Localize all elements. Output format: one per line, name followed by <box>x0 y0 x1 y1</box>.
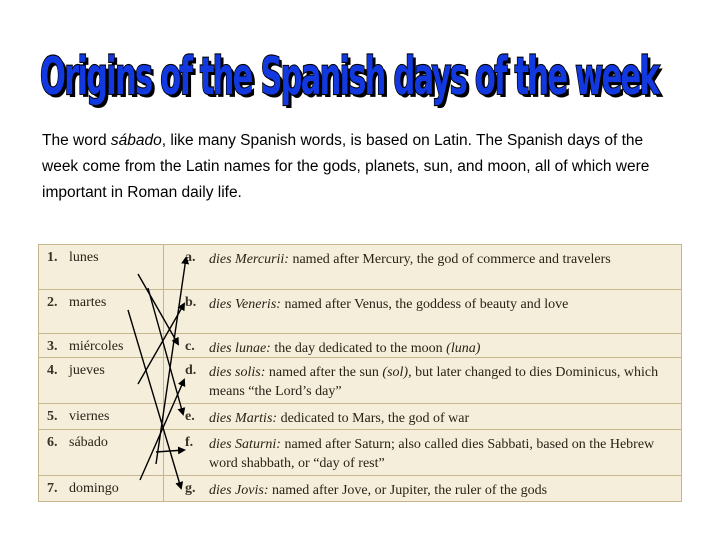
definition-letter: e. <box>185 409 195 424</box>
day-number: 2. <box>47 295 58 310</box>
intro-word: sábado <box>110 132 162 149</box>
definition-letter: a. <box>185 250 196 265</box>
day-cell <box>39 290 164 334</box>
definition-body: named after the sun <box>265 365 383 380</box>
definition-text <box>209 481 675 500</box>
table-row <box>39 429 681 476</box>
day-number: 6. <box>47 435 58 450</box>
day-number: 5. <box>47 409 58 424</box>
definition-cell <box>164 334 681 358</box>
table-row <box>39 403 681 430</box>
title-shadow: Origins of the Spanish days of the week <box>43 50 664 110</box>
definition-body: named after Saturn; also called dies Sabbati, based on the Hebrew word shabbath, or “day of rest” <box>209 437 655 471</box>
definition-text <box>209 339 675 358</box>
day-name: lunes <box>69 250 99 265</box>
definition-body: named after Mercury, the god of commerce and travelers <box>288 252 611 267</box>
latin-name: dies Martis: <box>209 411 278 426</box>
day-cell <box>39 334 164 358</box>
definition-body: the day dedicated to the moon <box>270 341 447 356</box>
day-number: 7. <box>47 481 58 496</box>
definition-extra: (sol), <box>382 365 412 380</box>
definition-extra-text: but later changed to dies Dominicus, which means “the Lord’s day” <box>209 365 659 399</box>
table-row <box>39 289 681 334</box>
latin-name: dies Jovis: <box>209 483 269 498</box>
intro-after: , like many Spanish words, is based on Latin. The Spanish days of the week come from the Latin names for the gods, planets, sun, and moon, all of which were important in Roman daily life. <box>42 132 650 201</box>
latin-name: dies Veneris: <box>209 297 281 312</box>
day-number: 1. <box>47 250 58 265</box>
page-title <box>30 32 670 112</box>
day-cell <box>39 404 164 430</box>
title-graphic <box>30 32 670 112</box>
definition-body: named after Jove, or Jupiter, the ruler of the gods <box>268 483 548 498</box>
table-row <box>39 333 681 358</box>
definition-text <box>209 250 675 269</box>
definition-text <box>209 363 675 401</box>
definition-cell <box>164 476 681 502</box>
day-name: jueves <box>69 363 105 378</box>
table-row <box>39 475 681 502</box>
definition-letter: d. <box>185 363 197 378</box>
day-name: viernes <box>69 409 110 424</box>
day-name: sábado <box>69 435 108 450</box>
day-name: domingo <box>69 481 119 496</box>
definition-body: dedicated to Mars, the god of war <box>277 411 470 426</box>
definition-letter: b. <box>185 295 197 310</box>
latin-name: dies lunae: <box>209 341 271 356</box>
latin-name: dies Saturni: <box>209 437 281 452</box>
definition-text <box>209 409 675 428</box>
day-cell <box>39 358 164 404</box>
day-cell <box>39 476 164 502</box>
title-text: Origins of the Spanish days of the week <box>40 47 661 107</box>
definition-cell <box>164 430 681 476</box>
matching-table <box>38 244 682 502</box>
table-row <box>39 357 681 404</box>
definition-cell <box>164 290 681 334</box>
latin-name: dies solis: <box>209 365 266 380</box>
definition-body: named after Venus, the goddess of beauty and love <box>280 297 569 312</box>
day-name: miércoles <box>69 339 124 354</box>
definition-cell <box>164 245 681 289</box>
definition-extra: (luna) <box>446 341 481 356</box>
definition-text <box>209 435 675 473</box>
day-cell <box>39 430 164 476</box>
definition-cell <box>164 404 681 430</box>
definition-letter: f. <box>185 435 194 450</box>
intro-before: The word <box>42 132 111 149</box>
definition-letter: g. <box>185 481 196 496</box>
day-name: martes <box>69 295 107 310</box>
definition-letter: c. <box>185 339 195 354</box>
intro-paragraph <box>42 128 682 206</box>
latin-name: dies Mercurii: <box>209 252 289 267</box>
definition-text <box>209 295 675 314</box>
table-row <box>39 245 681 289</box>
day-cell <box>39 245 164 289</box>
day-number: 3. <box>47 339 58 354</box>
day-number: 4. <box>47 363 58 378</box>
definition-cell <box>164 358 681 404</box>
